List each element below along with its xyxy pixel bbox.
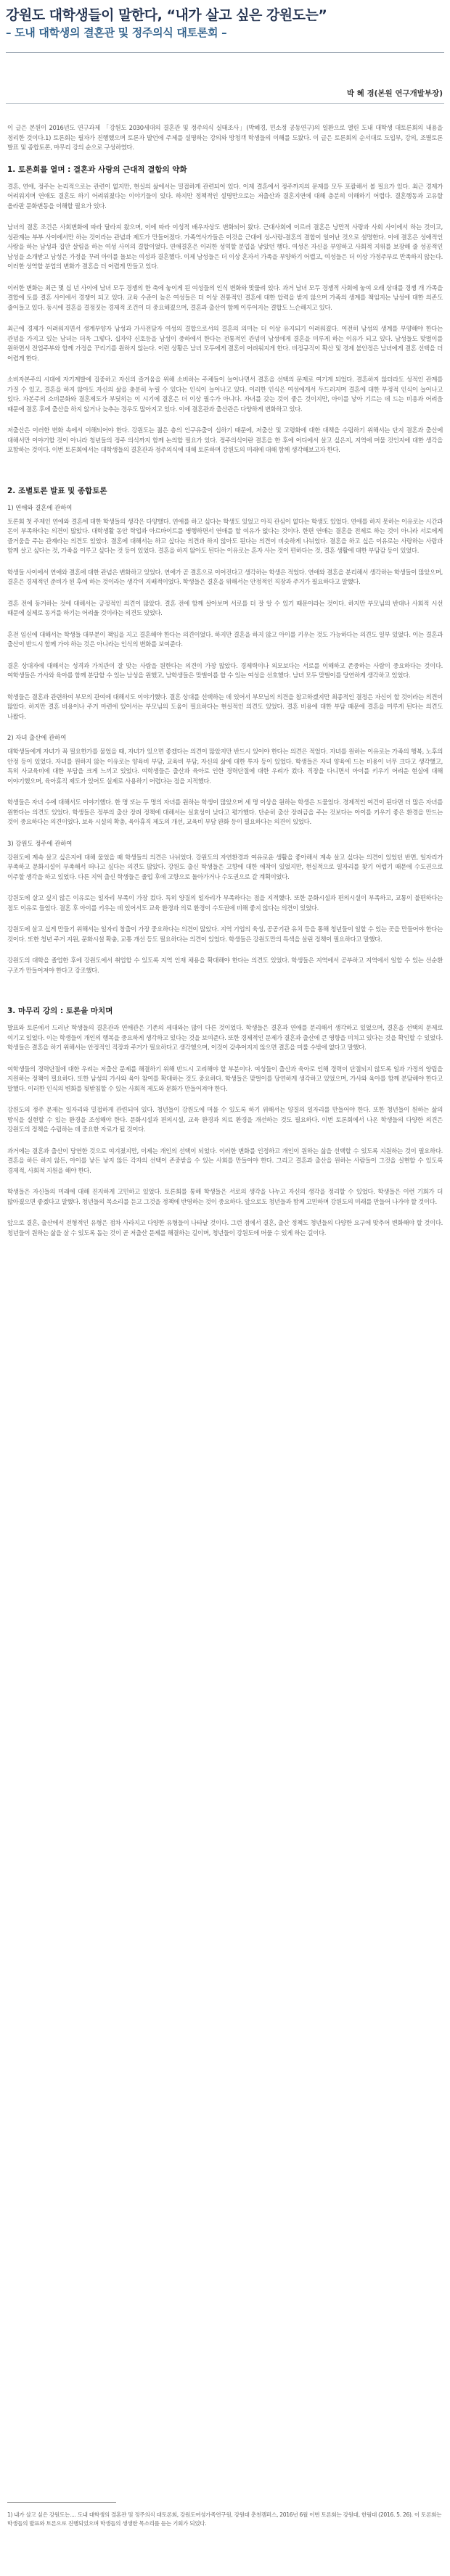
section-2 [7,486,443,976]
footnote-rule [7,2502,116,2503]
paragraph: 결혼 전에 동거하는 것에 대해서는 긍정적인 의견이 많았다. 결혼 전에 함께 살아보며 서로를 더 잘 알 수 있기 때문이라는 것이다. 하지만 부모님의 반대나 사회적 시선 때문에 실제로 동거를 하기는 어려울 것이라는 의견도 있었다. [7,599,443,616]
section-1-heading: 1. 토론회를 열며 : 결혼과 사랑의 근대적 결합의 약화 [7,165,187,174]
paragraph: 대학생들에게 자녀가 꼭 필요한가를 물었을 때, 자녀가 있으면 좋겠다는 의견이 많았지만 반드시 있어야 한다는 의견은 적었다. 자녀를 원하는 이유로는 가족의 행복, 노후의 안정 등이 있었다. 자녀를 원하지 않는 이유로는 양육비 부담, 교육비 부담, 자신의 삶에 대한 투자 등이 있었다. 학생들은 자녀 양육에 드는 비용이 너무 크다고 생각했고, 특히 사교육비에 대한 부담을 크게 느끼고 있었다. 여학생들은 출산과 육아로 인한 경력단절에 대한 우려가 컸다. 직장을 다니면서 아이를 키우기 어려운 현실에 대해 이야기했으며, 육아휴직 제도가 있어도 실제로 사용하기 어렵다는 점을 지적했다. [7,748,443,785]
section-1 [7,165,443,455]
paragraph: 강원도에 계속 살고 싶은지에 대해 물었을 때 학생들의 의견은 나뉘었다. 강원도의 자연환경과 여유로운 생활을 좋아해서 계속 살고 싶다는 의견이 있었던 반면, 일자리가 부족하고 문화시설이 부족해서 떠나고 싶다는 의견도 많았다. 강원도 출신 학생들은 고향에 대한 애착이 있었지만, 현실적으로 일자리를 찾기 어렵기 때문에 수도권으로 이주할 생각을 하고 있었다. 다른 지역 출신 학생들은 졸업 후에 고향으로 돌아가거나 수도권으로 갈 계획이었다. [7,853,443,880]
paragraph: 최근에 경제가 어려워지면서 생계부양자 남성과 가사전담자 여성의 결합으로서의 결혼의 의미는 더 이상 유지되기 어려워졌다. 여전히 남성의 생계를 부양해야 한다는 관념을 가지고 있는 남녀는 더욱 그렇다. 십자약 신호등을 남성이 중하에서 한다는 전통적인 관념이 남성에게 결혼을 미루게 하는 이유가 되고 있다. 남성들도 맞벌이를 원하면서 전업주부와 함께 가정을 꾸리기를 원하지 않는다. 이런 상황은 남녀 모두에게 결혼이 어려워지게 한다. 비정규직이 확산 및 경제 불안정은 남녀에게 결혼 선택을 더 어렵게 한다. [7,325,443,362]
subsection-heading: 1) 연애와 결혼에 관하여 [7,503,73,511]
paragraph: 과거에는 결혼과 출산이 당연한 것으로 여겨졌지만, 이제는 개인의 선택이 되었다. 이러한 변화를 인정하고 개인이 원하는 삶을 선택할 수 있도록 지원하는 것이 필요하다. 결혼을 하든 하지 않든, 아이를 낳든 낳지 않든 각자의 선택이 존중받을 수 있는 사회를 만들어야 한다. 그리고 결혼과 출산을 원하는 사람들이 그것을 실현할 수 있도록 경제적, 사회적 지원을 해야 한다. [7,1147,443,1174]
author-byline: 박 혜 경(본원 연구개발부장) [346,89,443,98]
paragraph: 학생들은 자신들의 미래에 대해 진지하게 고민하고 있었다. 토론회를 통해 학생들은 서로의 생각을 나누고 자신의 생각을 정리할 수 있었다. 학생들은 이런 기회가 더 많아졌으면 좋겠다고 말했다. 청년들의 목소리를 듣고 그것을 정책에 반영하는 것이 중요하다. 앞으로도 청년들과 함께 고민하며 강원도의 미래를 만들어 나가야 할 것이다. [7,1188,443,1205]
subsection-heading: 2) 자녀 출산에 관하여 [7,734,67,741]
paragraph: 학생들 사이에서 연애와 결혼에 대한 관념은 변화하고 있었다. 연애가 곧 결혼으로 이어진다고 생각하는 학생은 적었다. 연애와 결혼을 분리해서 생각하는 학생들이 많았으며, 결혼은 경제적인 준비가 된 후에 하는 것이라는 생각이 지배적이었다. 학생들은 결혼을 위해서는 안정적인 직장과 주거가 필요하다고 말했다. [7,568,443,585]
footnote: 1) 내가 살고 싶은 강원도는.... 도내 대학생의 결혼관 및 정주의식 대토론회, 강원도여성가족연구원, 강원대 춘천캠퍼스, 2016년 6월 이번 토론회는 강원대, 한림대 (2016. 5. 26). 이 토론회는 학생들의 발표와 토론으로 진행되었으며 학생들의 생생한 목소리를 듣는 기회가 되었다. [7,2511,442,2527]
paragraph: 이러한 변화는 최근 몇 십 년 사이에 남녀 모두 경쟁의 한 축에 놓이게 된 여성들의 인식 변화와 맞물려 있다. 과거 남녀 모두 경쟁적 사회에 놓여 오래 상대를 경쟁 개 가족을 결합에 토를 결혼 사이에서 경쟁이 되고 있다. 교육 수준이 높은 여성들은 더 이상 전통적인 결혼에 대한 압력을 받지 않으며 가족의 생계를 책임지는 남성에 대한 의존도 줄어들고 있다. 동시에 결혼을 결정짓는 경제적 조건이 더 중요해졌으며, 결혼과 출산이 함께 이루어지는 결합도 느슨해지고 있다. [7,284,443,311]
paragraph: 앞으로 결혼, 출산에서 전형적인 유형은 점차 사라지고 다양한 유형들이 나타날 것이다. 그런 점에서 결혼, 출산 정책도 청년들의 다양한 요구에 맞추어 변화해야 할 것이다. 청년들이 원하는 삶을 살 수 있도록 돕는 것이 곧 저출산 문제를 해결하는 길이며, 청년들이 강원도에 머물 수 있게 하는 길이다. [7,1219,443,1237]
title-divider [6,52,444,53]
section-3-heading: 3. 마무리 강의 : 토론을 마치며 [7,1007,113,1015]
paragraph: 강원도에 살고 싶지 않은 이유로는 일자리 부족이 가장 컸다. 특히 양질의 일자리가 부족하다는 점을 지적했다. 또한 문화시설과 편의시설이 부족하고, 교통이 불편하다는 점도 이유로 들었다. 결혼 후 아이를 키우는 데 있어서도 교육 환경과 의료 환경이 수도권에 비해 좋지 않다는 의견이 있었다. [7,894,443,912]
intro-section [7,123,443,153]
subsection-heading: 3) 강원도 정주에 관하여 [7,839,73,847]
paragraph: 결혼 상대자에 대해서는 성격과 가치관이 잘 맞는 사람을 원한다는 의견이 가장 많았다. 경제력이나 외모보다는 서로를 이해하고 존중하는 사람이 중요하다는 것이다. 여학생들은 가사와 육아를 함께 분담할 수 있는 남성을 원했고, 남학생들은 맞벌이를 할 수 있는 여성을 선호했다. 남녀 모두 맞벌이를 당연하게 생각하고 있었다. [7,661,443,679]
paragraph: 혼전 임신에 대해서는 학생들 대부분이 책임을 지고 결혼해야 한다는 의견이었다. 하지만 결혼을 하지 않고 아이를 키우는 것도 가능하다는 의견도 일부 있었다. 이는 결혼과 출산이 반드시 함께 가야 하는 것은 아니라는 인식의 변화를 보여준다. [7,630,443,648]
intro-paragraph: 이 글은 본원이 2016년도 연구과제 「강원도 2030세대의 결혼관 및 정주의식 실태조사」(박혜경, 민소정 공동연구)의 일환으로 열린 도내 대학생 대토론회의 내용을 정리한 것이다.1) 토론회는 필자가 진행했으며 토론자 발언에 주제를 설명하는 강의와 방청객 학생들의 이해를 도왔다. 이 글은 토론회의 순서대로 도입부, 강의, 조별토론 발표 및 종합토론, 마무리 강의 순으로 구성하였다. [7,124,443,151]
paragraph: 강원도의 대학을 졸업한 후에 강원도에서 취업할 수 있도록 지역 인재 채용을 확대해야 한다는 의견도 있었다. 학생들은 지역에서 공부하고 지역에서 일할 수 있는 선순환 구조가 만들어져야 한다고 강조했다. [7,957,443,974]
paragraph: 여학생들의 경력단절에 대한 우려는 저출산 문제를 해결하기 위해 반드시 고려해야 할 부분이다. 여성들이 출산과 육아로 인해 경력이 단절되지 않도록 일과 가정의 양립을 지원하는 정책이 필요하다. 또한 남성의 가사와 육아 참여를 확대하는 것도 중요하다. 학생들은 맞벌이를 당연하게 생각하고 있었으며, 가사와 육아를 함께 분담해야 한다고 말했다. 이러한 인식의 변화를 뒷받침할 수 있는 사회적 제도와 문화가 만들어져야 한다. [7,1065,443,1092]
section-spacer [7,987,443,1002]
paragraph: 학생들은 자녀 수에 대해서도 이야기했다. 한 명 또는 두 명의 자녀를 원하는 학생이 많았으며 세 명 이상을 원하는 학생은 드물었다. 경제적인 여건이 된다면 더 많은 자녀를 원한다는 의견도 있었다. 학생들은 정부의 출산 장려 정책에 대해서는 실효성이 낮다고 평가했다. 단순히 출산 장려금을 주는 것보다는 아이를 키우기 좋은 환경을 만드는 것이 중요하다는 의견이었다. 보육 시설의 확충, 육아휴직 제도의 개선, 교육비 부담 완화 등이 필요하다는 의견이 있었다. [7,798,443,825]
paragraph: 저출산은 이러한 변화 속에서 이해되어야 한다. 강원도는 젊은 층의 인구유출이 심하기 때문에, 저출산 및 고령화에 대한 대책을 수립하기 위해서는 단지 결혼과 출산에 대해서만 이야기할 것이 아니라 청년들의 정주 의식까지 함께 논의할 필요가 있다. 정주의식이란 결혼을 한 후에 어디에서 살고 싶은지, 지역에 머물 것인지에 대한 생각을 포함하는 것이다. 이번 토론회에서는 대학생들의 결혼관과 정주의식에 대해 토론하며 강원도의 미래에 대해 함께 생각해보고자 한다. [7,426,443,453]
paragraph: 결혼, 연애, 정주는 논리적으로는 관련이 없지만, 현실의 삶에서는 밀접하게 관련되어 있다. 이제 결혼에서 정주까지의 문제를 모두 포괄해서 볼 필요가 있다. 최근 경제가 어려워지며 연애도 결혼도 하기 어려워졌다는 이야기들이 있다. 하지만 정책적인 설명만으로는 저출산과 결혼지연에 대해 충분히 이해하기 어렵다. 결혼행동과 고유할 올라판 문화변동을 이해할 필요가 있다. [7,182,443,210]
paragraph: 강원도의 정주 문제는 일자리와 밀접하게 관련되어 있다. 청년들이 강원도에 머물 수 있도록 하기 위해서는 양질의 일자리를 만들어야 한다. 또한 청년들이 원하는 삶의 방식을 실현할 수 있는 환경을 조성해야 한다. 문화시설과 편의시설, 교육 환경과 의료 환경을 개선하는 것도 필요하다. 이번 토론회에서 나온 학생들의 다양한 의견은 강원도의 정책을 수립하는 데 중요한 자료가 될 것이다. [7,1106,443,1133]
paragraph: 학생들은 결혼과 관련하여 부모의 관여에 대해서도 이야기했다. 결혼 상대를 선택하는 데 있어서 부모님의 의견을 참고하겠지만 최종적인 결정은 자신이 할 것이라는 의견이 많았다. 하지만 결혼 비용이나 주거 마련에 있어서는 부모님의 도움이 필요하다는 현실적인 의견도 있었다. 결혼 비용에 대한 부담 때문에 결혼을 미루게 된다는 의견도 나왔다. [7,693,443,720]
paragraph: 남녀의 결혼 조건은 사회변화에 따라 달라져 왔으며, 이에 따라 이성적 배우자상도 변화되어 왔다. 근대사회에 이르러 결혼은 낭만적 사랑과 사회 사이에서 하는 것이고, 성관계는 부부 사이에서만 하는 것이라는 관념과 제도가 만들어졌다. 가족역사가들은 이것을 근대에 성-사랑-결혼의 결합이 일어난 것으로 설명한다. 이에 결혼은 성애적인 사랑을 하는 남성과 집안 살림을 하는 여성 사이의 결합이었다. 연애결혼은 이러한 성역할 분업을 낳았던 행다. 여성은 자신을 부양하고 사회적 지위를 보장해 줄 성공적인 남성을 소개받고 남성은 가정을 꾸려 아이를 돌보는 여성과 결혼했다. 이제 남성들은 더 이상 혼자서 가족을 부양하기 어렵고, 여성들은 더 이상 가정주부로 만족하지 않는다. 이러한 성역할 분업의 변화가 결혼을 더 어렵게 만들고 있다. [7,223,443,270]
section-2-heading: 2. 조별토론 발표 및 종합토론 [7,486,107,495]
paragraph: 소비자본주의 시대에 자기계발에 집중하고 자신의 즐거움을 위해 소비하는 주체들이 늘어나면서 결혼을 선택의 문제로 여기게 되었다. 결혼하지 않더라도 성적인 관계를 가질 수 있고, 결혼을 하지 않아도 자신의 삶을 충분히 누릴 수 있다는 인식이 늘어나고 있다. 이러한 인식은 여성에게서 두드러지며 결혼에 대한 부정적 인식이 늘어나고 있다. 자본주의 소비문화와 결혼제도가 부딪히는 이 시기에 결혼은 더 이상 필수가 아니다. 자녀를 갖는 것이 좋은 것이지만, 아이를 낳아 기르는 데 드는 비용과 어려움 때문에 결혼 후에 출산을 하지 않거나 늦추는 경우도 많아지고 있다. 이에 결혼관과 출산관은 다양하게 변화하고 있다. [7,376,443,413]
article-body [7,123,443,1250]
section-spacer [7,467,443,482]
paragraph: 강원도에 살고 싶게 만들기 위해서는 일자리 창출이 가장 중요하다는 의견이 많았다. 지역 기업의 육성, 공공기관 유치 등을 통해 청년들이 일할 수 있는 곳을 만들어야 한다는 것이다. 또한 청년 주거 지원, 문화시설 확충, 교통 개선 등도 필요하다는 의견이 있었다. 학생들은 강원도만의 특색을 살린 정책이 필요하다고 말했다. [7,925,443,943]
paragraph: 토론회 첫 주제인 연애와 결혼에 대한 학생들의 생각은 다양했다. 연애를 하고 싶다는 학생도 있었고 아직 관심이 없다는 학생도 있었다. 연애를 하지 못하는 이유로는 시간과 돈이 부족하다는 의견이 많았다. 대학생활 동안 학업과 아르바이트를 병행하면서 연애를 할 여유가 없다는 것이다. 한편 연애는 결혼을 전제로 하는 것이 아니라 서로에게 즐거움을 주는 관계라는 의견도 있었다. 결혼에 대해서는 하고 싶다는 의견과 하지 않아도 된다는 의견이 비슷하게 나뉘었다. 결혼을 하고 싶은 이유로는 사랑하는 사람과 함께 살고 싶다는 것, 가족을 이루고 싶다는 것 등이 있었다. 결혼을 하지 않아도 된다는 이유로는 혼자 사는 것이 편하다는 것, 결혼 생활에 대한 부담감 등이 있었다. [7,517,443,554]
page-subtitle: – 도내 대학생의 결혼관 및 정주의식 대토론회 – [6,26,227,39]
title-block [6,6,441,41]
section-3 [7,1006,443,1238]
paragraph: 발표와 토론에서 드러난 학생들의 결혼관과 연애관은 기존의 세대와는 많이 다른 것이었다. 학생들은 결혼과 연애를 분리해서 생각하고 있었으며, 결혼을 선택의 문제로 여기고 있었다. 이는 학생들이 개인의 행복을 중요하게 생각하고 있다는 것을 보여준다. 또한 경제적인 문제가 결혼과 출산에 큰 영향을 미치고 있다는 것을 확인할 수 있었다. 학생들은 결혼을 하기 위해서는 안정적인 직장과 주거가 필요하다고 생각했으며, 이것이 갖추어지지 않으면 결혼을 미룰 수밖에 없다고 말했다. [7,1024,443,1051]
page-title: 강원도 대학생들이 말한다, “내가 살고 싶은 강원도는” [6,7,327,23]
byline-divider [6,103,444,104]
